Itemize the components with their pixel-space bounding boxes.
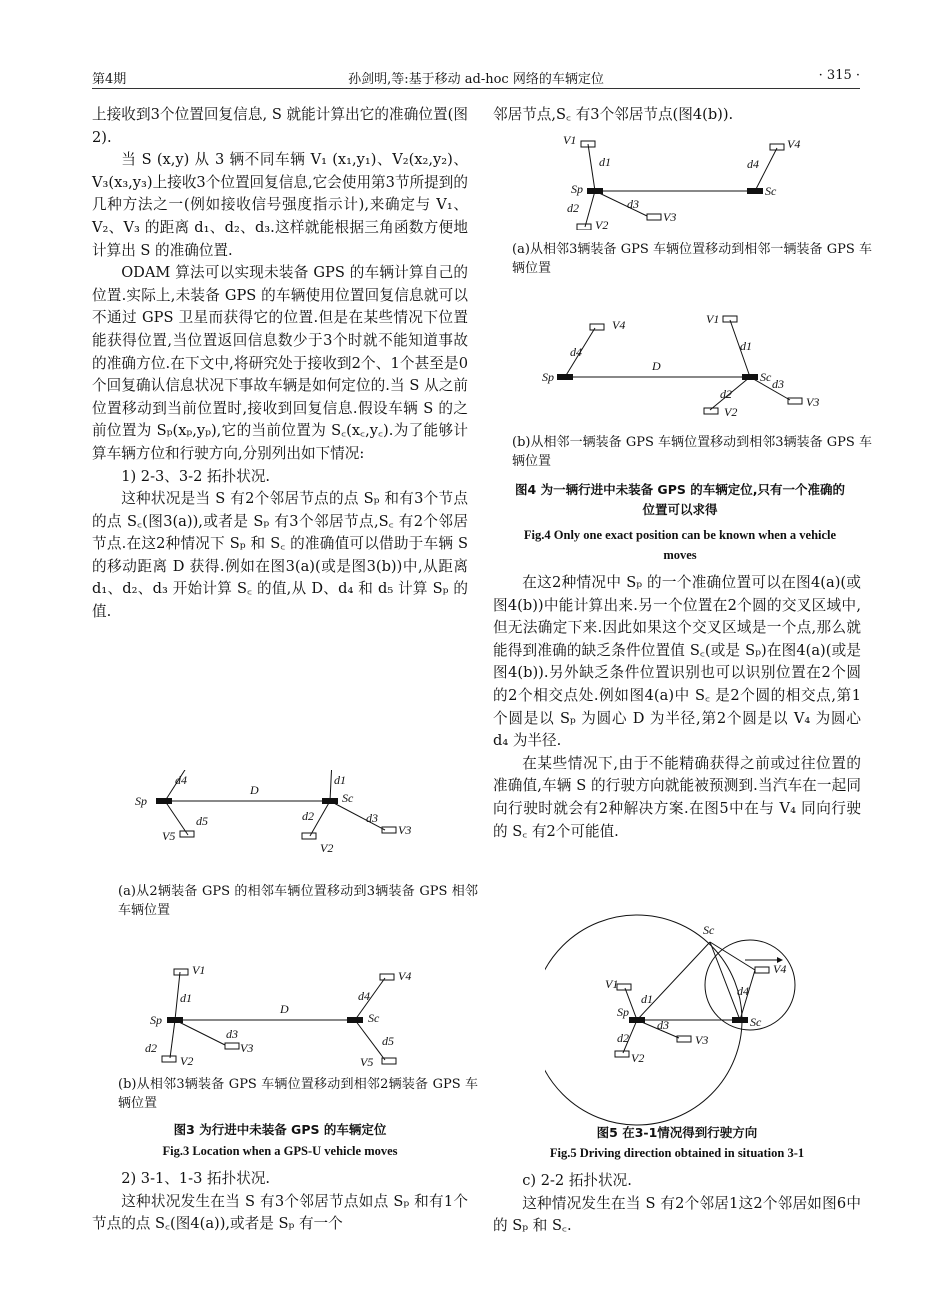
label-d1: d1 <box>740 339 752 353</box>
label-v3: V3 <box>240 1041 254 1055</box>
paragraph: 这种情况发生在当 S 有2个邻居1这2个邻居如图6中的 Sₚ 和 S꜀. <box>493 1194 861 1235</box>
label-v1: V1 <box>192 963 206 977</box>
label-v5: V5 <box>162 829 176 843</box>
paragraph: 在某些情况下,由于不能精确获得之前或过往位置的准确值,车辆 S 的行驶方向就能被预测到.当汽车在一起同向行驶时就会有2种解决方案.在图5中在与 V₄ 同向行驶的 S꜀ 有2个可能值. <box>493 754 861 840</box>
paragraph: 这种状况是当 S 有2个邻居节点的点 Sₚ 和有3个节点的点 S꜀(图3(a)),或者是 Sₚ 有3个邻居节点,S꜀ 有2个邻居节点.在这2种情况下 Sₚ 和 S꜀ 的准确值可以借助于车辆 S 的移动距离 D 获得.例如在图3(a)(或是图3(b))中,从距离 d₁、d₂、d₃ 开始计算 S꜀ 的值,从 D、d₄ 和 d₅ 计算 Sₚ 的值. <box>92 490 468 621</box>
paragraph: 当 S (x,y) 从 3 辆不同车辆 V₁ (x₁,y₁)、V₂(x₂,y₂)、V₃(x₃,y₃)上接收3个位置回复信息,它会使用第3节所提到的几种方法之一(例如接收信号强度指示计),来确定与 V₁、V₂、V₃ 的距离 d₁、d₂、d₃.这样就能根据三角函数方便地计算出 S 的准确位置. <box>92 151 468 259</box>
label-v3: V3 <box>398 823 412 837</box>
paragraph: 在这2种情况中 Sₚ 的一个准确位置可以在图4(a)(或图4(b))中能计算出来.另一个位置在2个圆的交叉区域中,但无法确定下来.因此如果这个交叉区域是一个点,那么就能得到准确的缺乏条件位置值 S꜀(或是 Sₚ)在图4(a)(或是图4(b)).另外缺乏条件位置识别也可以识别位置在2个圆的2个相交点处.例如图4(a)中 S꜀ 是2个圆的相交点,第1个圆是以 Sₚ 为圆心 D 为半径,第2个圆是以 V₄ 为圆心 d₄ 为半径. <box>493 574 861 750</box>
figure-3a-subcaption: (a)从2辆装备 GPS 的相邻车辆位置移动到3辆装备 GPS 相邻车辆位置 <box>118 884 478 918</box>
label-d4: d4 <box>570 345 582 359</box>
issue-number: 第4期 <box>92 72 127 87</box>
label-d2: d2 <box>567 201 579 215</box>
label-d4: d4 <box>175 773 187 787</box>
label-d3: d3 <box>627 197 639 211</box>
label-v4: V4 <box>787 137 801 151</box>
label-v3: V3 <box>663 210 677 224</box>
paragraph: ODAM 算法可以实现未装备 GPS 的车辆计算自己的位置.实际上,未装备 GPS 的车辆使用位置回复信息就可以不通过 GPS 卫星而获得它的位置.但是在某些情况下位置能获得位置,当位置返回信息数少于3个时就不能知道事故的准确方位.在下文中,将研究处于接收到2个、1个甚至是0个回复确认信息状况下事故车辆是如何定位的.当 S 从之前位置移动到当前位置时,接收到回复信息.假设车辆 S 的之前位置为 Sₚ(xₚ,yₚ),它的当前位置为 S꜀(x꜀,y꜀).为了能够计算车辆方位和行驶方向,分别列出如下情况: <box>92 264 468 462</box>
label-sp: Sp <box>150 1013 162 1027</box>
left-column <box>92 104 468 624</box>
figure-3-caption-cn: 图3 为行进中未装备 GPS 的车辆定位 <box>173 1122 387 1137</box>
label-d2: d2 <box>720 387 732 401</box>
page-number: · 315 · <box>818 68 860 83</box>
paragraph: 上接收到3个位置回复信息, S 就能计算出它的准确位置(图2). <box>92 106 468 146</box>
label-d4: d4 <box>747 157 759 171</box>
label-d2: d2 <box>302 809 314 823</box>
label-d: D <box>280 1002 289 1016</box>
figure-4b-diagram <box>530 310 840 420</box>
label-sp: Sp <box>617 1005 629 1019</box>
label-v4: V4 <box>773 962 787 976</box>
label-d1: d1 <box>641 992 653 1006</box>
figure-3a-diagram <box>130 770 430 880</box>
label-sp: Sp <box>571 182 583 196</box>
figure-4b-subcaption: (b)从相邻一辆装备 GPS 车辆位置移动到相邻3辆装备 GPS 车辆位置 <box>512 435 872 469</box>
running-header <box>92 66 860 89</box>
label-v5: V5 <box>360 1055 374 1069</box>
label-d5: d5 <box>196 814 208 828</box>
label-sc: Sc <box>760 370 772 384</box>
right-column-bottom <box>493 1170 861 1238</box>
label-v1: V1 <box>563 133 577 147</box>
label-sc: Sc <box>750 1015 762 1029</box>
label-d2: d2 <box>617 1031 629 1045</box>
label-sc: Sc <box>765 184 777 198</box>
label-d: D <box>250 783 259 797</box>
label-v2: V2 <box>180 1054 194 1068</box>
label-d1: d1 <box>599 155 611 169</box>
label-d3: d3 <box>226 1027 238 1041</box>
article-title: 孙剑明,等:基于移动 ad-hoc 网络的车辆定位 <box>348 72 604 87</box>
label-sp: Sp <box>542 370 554 384</box>
label-sc: Sc <box>342 791 354 805</box>
list-item: 1) 2-3、3-2 拓扑状况. <box>121 467 271 485</box>
label-d2: d2 <box>145 1041 157 1055</box>
right-column-top <box>493 104 861 127</box>
right-column-middle <box>493 572 861 843</box>
paragraph: 这种状况发生在当 S 有3个邻居节点如点 Sₚ 和有1个节点的点 S꜀(图4(a)),或者是 Sₚ 有一个 <box>92 1192 468 1233</box>
label-d3: d3 <box>366 811 378 825</box>
label-v2: V2 <box>320 841 334 855</box>
label-d5: d5 <box>382 1034 394 1048</box>
figure-5-caption-en: Fig.5 Driving direction obtained in situation 3-1 <box>549 1146 805 1160</box>
label-v4: V4 <box>398 969 412 983</box>
figure-4-caption-cn: 图4 为一辆行进中未装备 GPS 的车辆定位,只有一个准确的位置可以求得 <box>515 482 845 517</box>
label-v1: V1 <box>706 312 720 326</box>
label-sp: Sp <box>135 794 147 808</box>
label-v2: V2 <box>724 405 738 419</box>
figure-5-caption-cn: 图5 在3-1情况得到行驶方向 <box>596 1125 758 1140</box>
label-v2: V2 <box>595 218 609 230</box>
figure-4a-diagram <box>555 130 815 230</box>
label-d3: d3 <box>772 377 784 391</box>
label-v1: V1 <box>605 977 619 991</box>
label-d3: d3 <box>657 1018 669 1032</box>
list-item: 2) 3-1、1-3 拓扑状况. <box>121 1170 271 1187</box>
figure-3b-subcaption: (b)从相邻3辆装备 GPS 车辆位置移动到相邻2辆装备 GPS 车辆位置 <box>118 1077 478 1111</box>
label-d1: d1 <box>180 991 192 1005</box>
list-item: c) 2-2 拓扑状况. <box>522 1172 632 1189</box>
paragraph: 邻居节点,S꜀ 有3个邻居节点(图4(b)). <box>493 106 734 123</box>
label-d4: d4 <box>358 989 370 1003</box>
left-column-bottom <box>92 1168 468 1236</box>
label-d1: d1 <box>334 773 346 787</box>
figure-4a-subcaption: (a)从相邻3辆装备 GPS 车辆位置移动到相邻一辆装备 GPS 车辆位置 <box>512 242 872 276</box>
label-v2: V2 <box>631 1051 645 1065</box>
figure-3-caption-en: Fig.3 Location when a GPS-U vehicle moves <box>162 1144 398 1158</box>
label-sc: Sc <box>703 923 715 937</box>
label-sc: Sc <box>368 1011 380 1025</box>
figure-3b-diagram <box>130 960 430 1070</box>
label-v4: V4 <box>612 318 626 332</box>
label-d: D <box>652 359 661 373</box>
label-d4: d4 <box>737 984 749 998</box>
label-v3: V3 <box>695 1033 709 1047</box>
label-v3: V3 <box>806 395 820 409</box>
figure-4-caption-en: Fig.4 Only one exact position can be known when a vehicle moves <box>523 528 837 562</box>
